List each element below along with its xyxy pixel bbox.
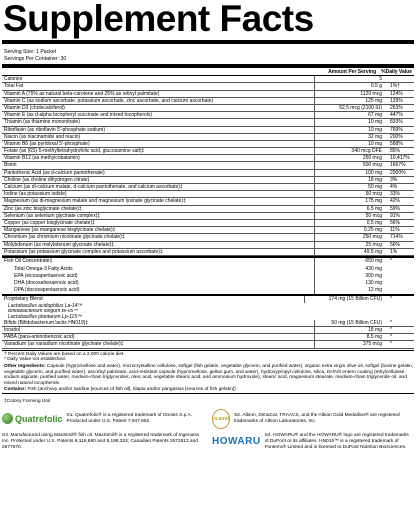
footnote-dv: † Percent Daily Values are based on a 2,000 calorie diet. — [4, 351, 125, 357]
nutrient-row — [2, 265, 414, 272]
nutrient-amount: 375 mcg — [314, 341, 384, 347]
nutrient-dv: 3% — [390, 176, 398, 183]
nutrient-name: PABA (para-aminobenzoic acid) — [4, 334, 75, 341]
servings-per-container: Servings Per Container: 30 — [4, 55, 67, 62]
trademark-section — [2, 409, 414, 451]
nutrient-row — [2, 127, 414, 134]
nutrient-dv: * — [390, 341, 392, 348]
serving-size: Serving Size: 1 Packet — [4, 49, 57, 55]
dv-header: %Daily Value — [381, 68, 412, 75]
nutrient-row — [2, 220, 414, 227]
nutrient-amount: 18 mg — [314, 327, 384, 333]
nutrient-row — [2, 272, 414, 279]
albion-medallion-logo: ALBION — [212, 409, 230, 429]
nutrient-amount: 18 mg — [314, 177, 384, 183]
nutrient-row — [2, 119, 414, 126]
nutrient-dv: 85% — [390, 148, 401, 155]
nutrient-name: Inositol — [4, 327, 20, 334]
nutrient-row — [2, 191, 414, 198]
nutrient-amount: 340 mcg DFE — [314, 148, 384, 154]
trademark-albion — [212, 409, 414, 429]
nutrient-dv: 139% — [390, 97, 403, 104]
nutrient-name: Total Fat — [4, 83, 24, 90]
nutrient-row — [2, 234, 414, 241]
proprietary-row — [2, 296, 414, 303]
nutrient-amount: 0.5 mg — [314, 220, 384, 226]
proprietary-amount: 174 mg (15 Billion CFU) — [304, 296, 384, 303]
nutrient-amount: 125 mg — [314, 98, 384, 104]
nutrient-amount: 50 mg — [314, 184, 384, 190]
nutrient-dv: 59% — [390, 205, 401, 212]
nutrient-amount: 49.5 mg — [314, 249, 384, 255]
nutrient-amount: 250 mcg — [314, 234, 384, 240]
nutrient-name: Niacin (as niacinamide and niacin) — [4, 133, 81, 140]
nutrient-name: Vanadium (as vanadium nicotinate glycinate chelate)‡ — [4, 341, 124, 348]
nutrient-amount: 50 mg (15 Billion CFU) — [314, 320, 384, 326]
nutrient-name: Folate (as (6S)-5-methyltetrahydrofolic acid, glucosamine salt)‡ — [4, 148, 145, 155]
nutrient-amount: 0.5 g — [314, 83, 384, 89]
other-ingredients — [2, 364, 414, 394]
nutrient-row — [2, 334, 414, 341]
trademark-quatrefolic — [2, 409, 204, 429]
nutrient-name: Fish Oil Concentrate‡ — [4, 258, 53, 265]
nutrient-name: DHA (docosahexaenoic acid) — [14, 279, 79, 286]
top-divider — [2, 40, 414, 44]
nutrient-dv: 124% — [390, 90, 403, 97]
nutrient-row — [2, 249, 414, 256]
nutrient-row — [2, 341, 414, 348]
nutrient-row — [2, 198, 414, 205]
nutrient-row — [2, 213, 414, 220]
nutrient-amount: 6.5 mg — [314, 206, 384, 212]
nutrient-row — [2, 83, 414, 90]
nutrient-dv: 200% — [390, 133, 403, 140]
nutrient-name: Vitamin E (as d-alpha tocopheryl succinate and mixed tocopherols) — [4, 112, 153, 119]
nutrient-amount: 5 — [314, 76, 384, 82]
nutrient-row — [2, 134, 414, 141]
proprietary-item-name: Lactobacillus plantarum Lp-115™ — [8, 314, 83, 320]
nutrient-amount: 25 mcg — [314, 242, 384, 248]
nutrient-dv: 56% — [390, 219, 401, 226]
nutrient-dv: 2000% — [390, 169, 406, 176]
nutrient-row — [2, 148, 414, 155]
proprietary-item-name: Lactobacillus acidophilus La-14™ — [8, 303, 83, 309]
nutrient-name: Vitamin C (as sodium ascorbate, potassium ascorbate, zinc ascorbate, and calcium ascorbate) — [4, 97, 214, 104]
nutrient-dv: * — [390, 258, 392, 265]
nutrient-name: Bifido (Bifidobacterium lactis HN019)‡ — [4, 319, 89, 326]
nutrient-row — [2, 206, 414, 213]
nutrient-row — [2, 112, 414, 119]
trademark-maxsimil — [2, 433, 204, 451]
nutrient-amount: 500 mcg — [314, 162, 384, 168]
nutrient-row — [2, 76, 414, 83]
nutrient-name: Thiamin (as thiamine mononitrate) — [4, 119, 80, 126]
nutrient-row — [2, 320, 414, 327]
trademark-howaru — [212, 433, 414, 451]
nutrient-dv: 769% — [390, 126, 403, 133]
nutrient-amount: 300 mg — [314, 272, 384, 279]
nutrient-dv: 4% — [390, 184, 398, 191]
column-header — [2, 68, 414, 76]
contains-label: Contains: — [4, 386, 27, 392]
serving-info — [2, 49, 414, 62]
nutrient-name: Zinc (as zinc bisglycinate chelate)‡ — [4, 205, 82, 212]
nutrient-name: Choline (as choline dihydrogen citrate) — [4, 176, 90, 183]
nutrient-row — [2, 279, 414, 286]
nutrient-amount: 10 mg — [314, 141, 384, 147]
nutrient-name: Selenium (as selenium glycinate complex)‡ — [4, 212, 101, 219]
proprietary-dv: * — [390, 296, 392, 303]
nutrient-dv: * — [390, 327, 392, 334]
nutrient-amount: 175 mg — [314, 198, 384, 204]
nutrient-dv: 91% — [390, 212, 401, 219]
nutrient-row — [2, 327, 414, 334]
nutrient-row — [2, 162, 414, 169]
nutrient-amount: 67 mg — [314, 112, 384, 118]
trademark-text-4: S4. HOWARU® and the HOWARU® logo are registered trademarks of DuPont or its affiliates. HN019™ is a registered trademark of Fonterra® Limited and is licensed to DuPont Nutrition Biosciences. — [264, 432, 409, 450]
nutrient-amount: 130 mg — [314, 279, 384, 286]
trademark-text-2: S2. Albion, DimaCal, TRAACS, and the Albion Gold Medallion® are registered trademarks of Albion Laboratories, Inc. — [234, 412, 400, 424]
nutrient-amount: 50 mcg — [314, 191, 384, 197]
nutrient-name: Copper (as copper bisglycinate chelate)‡ — [4, 219, 95, 226]
nutrient-dv: 42% — [390, 198, 401, 205]
nutrient-name: DPA (docosapentaenoic acid) — [14, 287, 80, 294]
nutrient-name: Manganese (as manganese bisglycinate chelate)‡ — [4, 227, 116, 234]
nutrient-dv: 11% — [390, 227, 400, 234]
nutrient-amount: 8.5 mg — [314, 334, 384, 340]
proprietary-item-name: Bifidobacterium longum Bl-05™ — [8, 308, 79, 315]
nutrient-row — [2, 177, 414, 184]
nutrient-row — [2, 242, 414, 249]
nutrient-name: Biotin — [4, 162, 17, 169]
nutrient-amount: 0.25 mg — [314, 227, 384, 233]
nutrient-row — [2, 227, 414, 234]
nutrient-dv: 588% — [390, 140, 403, 147]
nutrient-dv: 263% — [390, 104, 403, 111]
footnotes — [2, 350, 414, 364]
nutrient-name: Calcium (as di-calcium malate, d-calcium pantothenate, and calcium ascorbate)‡ — [4, 184, 183, 191]
howaru-logo: HOWARU — [212, 435, 261, 447]
nutrient-rows — [2, 76, 414, 256]
nutrient-amount: 50 mcg — [314, 213, 384, 219]
nutrient-dv: 1667% — [390, 162, 406, 169]
nutrient-name: Vitamin A (75% as natural beta-carotene and 25% as retinyl palmitate) — [4, 90, 160, 97]
nutrient-dv: 833% — [390, 119, 403, 126]
nutrient-row — [2, 155, 414, 162]
supplement-facts-panel — [2, 0, 414, 451]
nutrient-name: Magnesium (as di-magnesium malate and magnesium lysinate glycinate chelate)‡ — [4, 198, 186, 205]
nutrient-row — [2, 287, 414, 294]
nutrient-name: Vitamin B12 (as methylcobalamin) — [4, 155, 80, 162]
nutrient-name: Molybdenum (as molybdenum glycinate chelate)‡ — [4, 241, 115, 248]
nutrient-dv: * — [390, 319, 392, 326]
nutrient-dv: 1%† — [390, 83, 401, 90]
nutrient-row — [2, 105, 414, 112]
nutrient-name: EPA (eicosapentaenoic acid) — [14, 272, 78, 279]
nutrient-name: Total Omega-3 Fatty Acids — [14, 265, 73, 272]
leaf-icon — [2, 413, 13, 424]
footnote-star: * Daily Value not established. — [4, 357, 67, 363]
nutrient-dv: 447% — [390, 112, 403, 119]
nutrient-dv: 33% — [390, 191, 401, 198]
nutrient-name: Vitamin B6 (as pyridoxal 5'-phosphate) — [4, 140, 90, 147]
nutrient-dv: 56% — [390, 241, 401, 248]
nutrient-amount: 650 mg — [314, 258, 384, 265]
nutrient-name: Calories — [4, 76, 23, 83]
nutrient-row — [2, 170, 414, 177]
nutrient-name: Chromium (as chromium nicotinate glycinate chelate)‡ — [4, 234, 125, 241]
nutrient-amount: 10 mg — [314, 119, 384, 125]
nutrient-amount: 32 mg — [314, 134, 384, 140]
nutrient-dv: * — [390, 334, 392, 341]
other-ingredients-label: Other Ingredients: — [4, 364, 46, 370]
nutrient-amount: 250 mcg — [314, 155, 384, 161]
nutrient-amount: 100 mg — [314, 170, 384, 176]
nutrient-amount: 12 mg — [314, 287, 384, 294]
contains-text: Fish (anchovy and/or sardine [sources of fish oil], tilapia and/or pangasius [sources of fish gelatin]) — [27, 386, 236, 392]
nutrient-row — [2, 184, 414, 191]
nutrient-name: Vitamin D3 (cholecalciferol) — [4, 104, 65, 111]
nutrient-amount: 10 mg — [314, 127, 384, 133]
other-ingredients-text: Capsule (hypromellose and water), microcrystalline cellulose, softgel (fish gelatin, vegetable glycerin, and purified water), organic extra virgin olive oil, softgel (bovine gelatin, vegetable glycerin, and purified water), ascorbyl palmitate, acid-resistant capsule (hypromellose, gellan gum, and water), hydroxypropyl cellulose, silica, DHA/0 entero coating (ethylcellulose, sodium alginate, purified water, medium-chain triglycerides, oleic acid, vegetable stearic acid, and ammonium hydroxide), stearic acid, magnesium stearate, medium-chain triglyceride oil, and mixed natural tocopherols. — [4, 364, 414, 386]
nutrient-dv: 714% — [390, 234, 403, 241]
nutrient-amount: 52.5 mcg (2100 IU) — [314, 105, 384, 111]
proprietary-blend — [2, 296, 414, 320]
nutrient-name: Riboflavin (as riboflavin 5'-phosphate sodium) — [4, 126, 106, 133]
proprietary-name: Proprietary Blend — [4, 296, 43, 303]
nutrient-name: Potassium (as potassium glycinate complex and potassium ascorbate)‡ — [4, 248, 163, 255]
nutrient-row — [2, 98, 414, 105]
proprietary-items — [2, 303, 414, 320]
nutrient-row — [2, 91, 414, 98]
quatrefolic-logo: Quatrefolic — [2, 413, 63, 424]
nutrient-dv: 1% — [390, 248, 398, 255]
amount-header: Amount Per Serving — [328, 68, 377, 75]
nutrient-dv: 10,417% — [390, 155, 410, 162]
panel-title: Supplement Facts — [3, 0, 314, 39]
nutrient-name: Iodine (as potassium iodide) — [4, 191, 67, 198]
trademark-text-3: S3. Manufactured using MaxSimil® fish oil. MaxSimil® is a registered trademark of Ingenutra Inc. Protected under U.S. Patents 8,119,690 and 8,198,324; Canadian Patents 2672513 and 2677670. — [2, 432, 199, 450]
nutrient-name: Pantothenic Acid (as d-calcium pantothenate) — [4, 169, 105, 176]
nutrient-row — [2, 258, 414, 265]
nutrient-row — [2, 141, 414, 148]
fish-oil-rows — [2, 258, 414, 294]
other-rows — [2, 320, 414, 349]
nutrient-amount: 1120 mcg — [314, 91, 384, 97]
colony-note: ‡Colony Forming Unit — [4, 399, 51, 405]
trademark-text-1: S1. Quatrefolic® is a registered trademark of Gnosis S.p.A. Produced under U.S. Patent 7,947,662. — [66, 412, 193, 424]
nutrient-amount: 430 mg — [314, 265, 384, 272]
